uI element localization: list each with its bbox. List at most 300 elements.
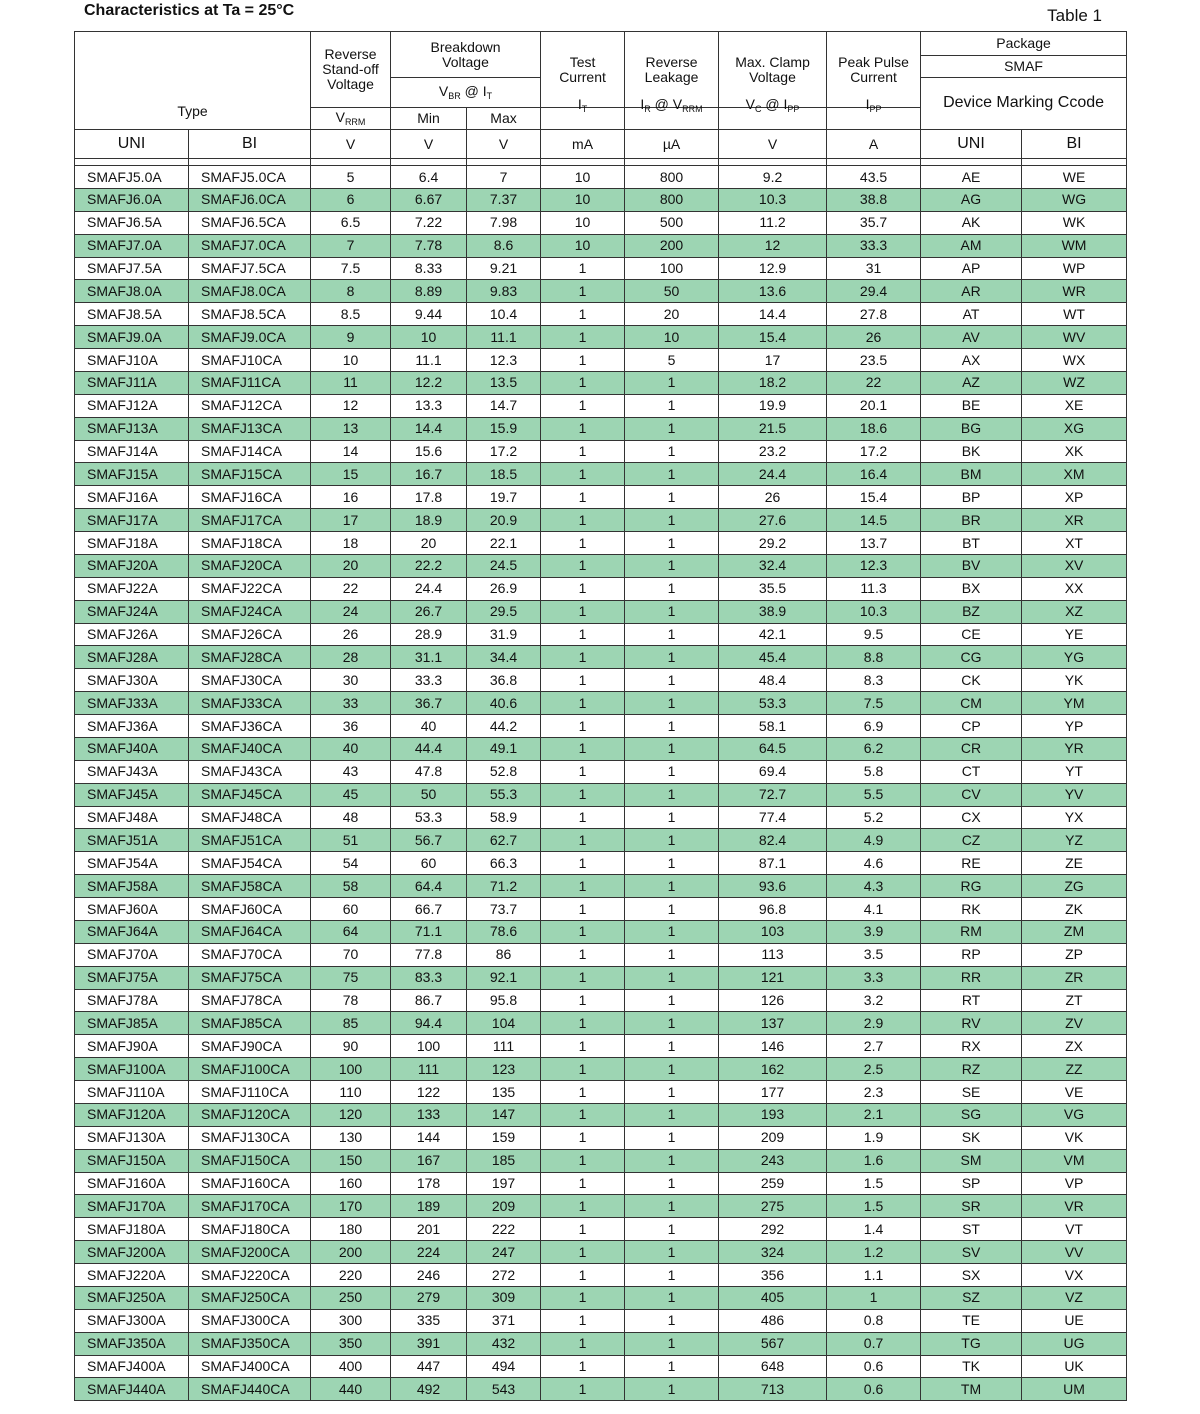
- cell-marking-uni: CP: [921, 715, 1022, 738]
- cell-vbr-max: 543: [467, 1378, 541, 1401]
- cell-type-bi: SMAFJ440CA: [189, 1378, 311, 1401]
- cell-vrrm: 36: [311, 715, 391, 738]
- cell-reverse-leakage: 1: [625, 760, 719, 783]
- cell-vrrm: 24: [311, 600, 391, 623]
- cell-marking-bi: WT: [1022, 303, 1127, 326]
- cell-clamp-voltage: 12.9: [719, 257, 827, 280]
- cell-type-uni: SMAFJ60A: [75, 898, 189, 921]
- cell-marking-bi: XT: [1022, 532, 1127, 555]
- cell-vbr-max: 26.9: [467, 577, 541, 600]
- cell-clamp-voltage: 275: [719, 1195, 827, 1218]
- cell-vrrm: 45: [311, 783, 391, 806]
- table-row: [75, 1332, 1127, 1355]
- cell-type-bi: SMAFJ18CA: [189, 532, 311, 555]
- cell-type-bi: SMAFJ9.0CA: [189, 326, 311, 349]
- cell-vrrm: 28: [311, 646, 391, 669]
- cell-type-uni: SMAFJ17A: [75, 509, 189, 532]
- cell-reverse-leakage: 1: [625, 1332, 719, 1355]
- cell-peak-pulse-current: 2.3: [827, 1081, 921, 1104]
- cell-type-bi: SMAFJ24CA: [189, 600, 311, 623]
- cell-test-current: 1: [541, 966, 625, 989]
- cell-vrrm: 14: [311, 440, 391, 463]
- cell-peak-pulse-current: 31: [827, 257, 921, 280]
- cell-reverse-leakage: 200: [625, 234, 719, 257]
- cell-marking-uni: AR: [921, 280, 1022, 303]
- cell-type-uni: SMAFJ100A: [75, 1058, 189, 1081]
- cell-type-uni: SMAFJ170A: [75, 1195, 189, 1218]
- cell-type-uni: SMAFJ250A: [75, 1286, 189, 1309]
- cell-type-bi: SMAFJ350CA: [189, 1332, 311, 1355]
- cell-type-uni: SMAFJ200A: [75, 1241, 189, 1264]
- cell-peak-pulse-current: 0.7: [827, 1332, 921, 1355]
- table-row: [75, 966, 1127, 989]
- cell-vbr-max: 66.3: [467, 852, 541, 875]
- cell-marking-uni: BR: [921, 509, 1022, 532]
- cell-vrrm: 60: [311, 898, 391, 921]
- cell-marking-uni: CX: [921, 806, 1022, 829]
- cell-vrrm: 220: [311, 1264, 391, 1287]
- table-row: [75, 1241, 1127, 1264]
- cell-clamp-voltage: 17: [719, 349, 827, 372]
- cell-vbr-max: 17.2: [467, 440, 541, 463]
- cell-vbr-min: 492: [391, 1378, 467, 1401]
- cell-type-bi: SMAFJ7.5CA: [189, 257, 311, 280]
- cell-type-bi: SMAFJ150CA: [189, 1149, 311, 1172]
- table-row: [75, 669, 1127, 692]
- table-row: [75, 783, 1127, 806]
- cell-vbr-min: 178: [391, 1172, 467, 1195]
- cell-reverse-leakage: 1: [625, 1126, 719, 1149]
- cell-type-bi: SMAFJ8.5CA: [189, 303, 311, 326]
- unit-vrrm: V: [311, 130, 391, 159]
- cell-reverse-leakage: 1: [625, 852, 719, 875]
- cell-reverse-leakage: 1: [625, 623, 719, 646]
- cell-marking-uni: CV: [921, 783, 1022, 806]
- cell-test-current: 10: [541, 188, 625, 211]
- cell-vbr-max: 7: [467, 166, 541, 189]
- cell-vbr-max: 19.7: [467, 486, 541, 509]
- cell-vbr-max: 209: [467, 1195, 541, 1218]
- cell-test-current: 1: [541, 692, 625, 715]
- cell-marking-bi: ZM: [1022, 920, 1127, 943]
- cell-vbr-min: 133: [391, 1103, 467, 1126]
- cell-marking-uni: CT: [921, 760, 1022, 783]
- cell-type-bi: SMAFJ26CA: [189, 623, 311, 646]
- table-row: [75, 875, 1127, 898]
- cell-clamp-voltage: 32.4: [719, 554, 827, 577]
- cell-test-current: 1: [541, 669, 625, 692]
- cell-peak-pulse-current: 4.9: [827, 829, 921, 852]
- cell-clamp-voltage: 486: [719, 1309, 827, 1332]
- cell-type-bi: SMAFJ8.0CA: [189, 280, 311, 303]
- cell-vbr-max: 11.1: [467, 326, 541, 349]
- cell-marking-bi: ZG: [1022, 875, 1127, 898]
- cell-marking-uni: BG: [921, 417, 1022, 440]
- cell-type-bi: SMAFJ85CA: [189, 1012, 311, 1035]
- cell-marking-bi: ZK: [1022, 898, 1127, 921]
- cell-marking-bi: WZ: [1022, 371, 1127, 394]
- cell-vrrm: 18: [311, 532, 391, 555]
- cell-peak-pulse-current: 4.3: [827, 875, 921, 898]
- cell-type-uni: SMAFJ220A: [75, 1264, 189, 1287]
- cell-marking-uni: CM: [921, 692, 1022, 715]
- cell-vrrm: 11: [311, 371, 391, 394]
- cell-test-current: 1: [541, 989, 625, 1012]
- cell-reverse-leakage: 50: [625, 280, 719, 303]
- cell-test-current: 1: [541, 760, 625, 783]
- cell-clamp-voltage: 11.2: [719, 211, 827, 234]
- cell-type-uni: SMAFJ150A: [75, 1149, 189, 1172]
- cell-type-uni: SMAFJ6.5A: [75, 211, 189, 234]
- cell-type-uni: SMAFJ45A: [75, 783, 189, 806]
- cell-vrrm: 300: [311, 1309, 391, 1332]
- cell-marking-bi: XZ: [1022, 600, 1127, 623]
- cell-peak-pulse-current: 5.2: [827, 806, 921, 829]
- cell-marking-uni: BK: [921, 440, 1022, 463]
- cell-marking-bi: XP: [1022, 486, 1127, 509]
- cell-reverse-leakage: 1: [625, 1378, 719, 1401]
- cell-test-current: 1: [541, 898, 625, 921]
- cell-marking-bi: YZ: [1022, 829, 1127, 852]
- cell-type-bi: SMAFJ400CA: [189, 1355, 311, 1378]
- cell-peak-pulse-current: 15.4: [827, 486, 921, 509]
- cell-test-current: 1: [541, 1309, 625, 1332]
- cell-vbr-max: 24.5: [467, 554, 541, 577]
- cell-vbr-min: 335: [391, 1309, 467, 1332]
- cell-marking-uni: RV: [921, 1012, 1022, 1035]
- cell-type-bi: SMAFJ160CA: [189, 1172, 311, 1195]
- test-current-header: Test Current: [541, 32, 625, 108]
- cell-clamp-voltage: 38.9: [719, 600, 827, 623]
- page-title: Characteristics at Ta = 25°C: [84, 2, 295, 19]
- unit-max: V: [467, 130, 541, 159]
- cell-type-uni: SMAFJ10A: [75, 349, 189, 372]
- cell-test-current: 1: [541, 1218, 625, 1241]
- cell-marking-bi: VK: [1022, 1126, 1127, 1149]
- cell-marking-bi: VX: [1022, 1264, 1127, 1287]
- cell-marking-bi: ZT: [1022, 989, 1127, 1012]
- cell-reverse-leakage: 1: [625, 1218, 719, 1241]
- cell-reverse-leakage: 1: [625, 1012, 719, 1035]
- table-row: [75, 898, 1127, 921]
- cell-vrrm: 440: [311, 1378, 391, 1401]
- cell-marking-uni: TK: [921, 1355, 1022, 1378]
- cell-peak-pulse-current: 8.8: [827, 646, 921, 669]
- cell-reverse-leakage: 500: [625, 211, 719, 234]
- cell-test-current: 1: [541, 943, 625, 966]
- cell-clamp-voltage: 27.6: [719, 509, 827, 532]
- cell-clamp-voltage: 14.4: [719, 303, 827, 326]
- cell-peak-pulse-current: 1.9: [827, 1126, 921, 1149]
- cell-reverse-leakage: 1: [625, 1058, 719, 1081]
- cell-vbr-max: 247: [467, 1241, 541, 1264]
- cell-marking-bi: ZV: [1022, 1012, 1127, 1035]
- cell-peak-pulse-current: 7.5: [827, 692, 921, 715]
- cell-marking-bi: UG: [1022, 1332, 1127, 1355]
- cell-vbr-max: 40.6: [467, 692, 541, 715]
- cell-marking-uni: TM: [921, 1378, 1022, 1401]
- cell-vbr-min: 111: [391, 1058, 467, 1081]
- cell-vbr-max: 371: [467, 1309, 541, 1332]
- cell-reverse-leakage: 1: [625, 875, 719, 898]
- cell-marking-uni: AX: [921, 349, 1022, 372]
- cell-type-bi: SMAFJ7.0CA: [189, 234, 311, 257]
- cell-type-uni: SMAFJ120A: [75, 1103, 189, 1126]
- cell-type-bi: SMAFJ110CA: [189, 1081, 311, 1104]
- cell-type-bi: SMAFJ75CA: [189, 966, 311, 989]
- cell-marking-uni: CZ: [921, 829, 1022, 852]
- cell-marking-bi: VT: [1022, 1218, 1127, 1241]
- cell-type-uni: SMAFJ9.0A: [75, 326, 189, 349]
- table-row: [75, 234, 1127, 257]
- cell-marking-bi: ZX: [1022, 1035, 1127, 1058]
- table-row: [75, 257, 1127, 280]
- cell-marking-uni: CK: [921, 669, 1022, 692]
- cell-vbr-max: 86: [467, 943, 541, 966]
- cell-reverse-leakage: 1: [625, 1103, 719, 1126]
- cell-clamp-voltage: 405: [719, 1286, 827, 1309]
- cell-reverse-leakage: 1: [625, 966, 719, 989]
- table-row: [75, 1149, 1127, 1172]
- cell-vbr-max: 104: [467, 1012, 541, 1035]
- cell-peak-pulse-current: 0.6: [827, 1378, 921, 1401]
- cell-vbr-max: 9.21: [467, 257, 541, 280]
- cell-clamp-voltage: 18.2: [719, 371, 827, 394]
- cell-marking-bi: YV: [1022, 783, 1127, 806]
- cell-type-bi: SMAFJ13CA: [189, 417, 311, 440]
- cell-type-bi: SMAFJ40CA: [189, 737, 311, 760]
- breakdown-symbol: $V_{BR}$ @ $I_T$: [391, 78, 541, 108]
- cell-reverse-leakage: 1: [625, 1241, 719, 1264]
- cell-type-uni: SMAFJ64A: [75, 920, 189, 943]
- cell-reverse-leakage: 10: [625, 326, 719, 349]
- table-row: [75, 349, 1127, 372]
- cell-clamp-voltage: 209: [719, 1126, 827, 1149]
- cell-marking-uni: TE: [921, 1309, 1022, 1332]
- cell-clamp-voltage: 177: [719, 1081, 827, 1104]
- cell-test-current: 1: [541, 554, 625, 577]
- cell-vrrm: 130: [311, 1126, 391, 1149]
- table-row: [75, 166, 1127, 189]
- table-row: [75, 280, 1127, 303]
- cell-type-bi: SMAFJ33CA: [189, 692, 311, 715]
- cell-test-current: 1: [541, 1286, 625, 1309]
- cell-vbr-min: 86.7: [391, 989, 467, 1012]
- cell-vrrm: 170: [311, 1195, 391, 1218]
- table-row: [75, 1309, 1127, 1332]
- cell-test-current: 1: [541, 852, 625, 875]
- cell-clamp-voltage: 42.1: [719, 623, 827, 646]
- cell-clamp-voltage: 64.5: [719, 737, 827, 760]
- cell-vbr-min: 17.8: [391, 486, 467, 509]
- cell-reverse-leakage: 1: [625, 600, 719, 623]
- cell-vbr-max: 14.7: [467, 394, 541, 417]
- cell-reverse-leakage: 800: [625, 188, 719, 211]
- cell-peak-pulse-current: 35.7: [827, 211, 921, 234]
- cell-reverse-leakage: 1: [625, 737, 719, 760]
- cell-peak-pulse-current: 2.7: [827, 1035, 921, 1058]
- table-row: [75, 829, 1127, 852]
- cell-vrrm: 5: [311, 166, 391, 189]
- cell-vbr-max: 73.7: [467, 898, 541, 921]
- cell-clamp-voltage: 113: [719, 943, 827, 966]
- cell-clamp-voltage: 69.4: [719, 760, 827, 783]
- breakdown-header: Breakdown Voltage: [391, 32, 541, 78]
- cell-clamp-voltage: 243: [719, 1149, 827, 1172]
- cell-clamp-voltage: 146: [719, 1035, 827, 1058]
- cell-vrrm: 33: [311, 692, 391, 715]
- cell-vbr-max: 111: [467, 1035, 541, 1058]
- cell-marking-uni: AZ: [921, 371, 1022, 394]
- cell-type-uni: SMAFJ160A: [75, 1172, 189, 1195]
- cell-peak-pulse-current: 1.6: [827, 1149, 921, 1172]
- cell-marking-uni: BX: [921, 577, 1022, 600]
- cell-peak-pulse-current: 20.1: [827, 394, 921, 417]
- cell-vbr-max: 34.4: [467, 646, 541, 669]
- table-row: [75, 600, 1127, 623]
- cell-vbr-max: 31.9: [467, 623, 541, 646]
- cell-reverse-leakage: 1: [625, 920, 719, 943]
- units-row: [75, 130, 1127, 159]
- cell-clamp-voltage: 72.7: [719, 783, 827, 806]
- type-header: Type: [75, 32, 311, 130]
- cell-vbr-min: 40: [391, 715, 467, 738]
- cell-marking-bi: VG: [1022, 1103, 1127, 1126]
- cell-type-bi: SMAFJ6.5CA: [189, 211, 311, 234]
- cell-marking-uni: CR: [921, 737, 1022, 760]
- cell-test-current: 1: [541, 623, 625, 646]
- cell-test-current: 1: [541, 1035, 625, 1058]
- cell-clamp-voltage: 10.3: [719, 188, 827, 211]
- cell-clamp-voltage: 48.4: [719, 669, 827, 692]
- cell-type-bi: SMAFJ78CA: [189, 989, 311, 1012]
- cell-clamp-voltage: 9.2: [719, 166, 827, 189]
- cell-peak-pulse-current: 26: [827, 326, 921, 349]
- cell-peak-pulse-current: 4.1: [827, 898, 921, 921]
- cell-marking-bi: UE: [1022, 1309, 1127, 1332]
- cell-vbr-max: 95.8: [467, 989, 541, 1012]
- vrrm-symbol: $V_{RRM}$: [311, 108, 391, 130]
- table-row: [75, 554, 1127, 577]
- cell-vrrm: 70: [311, 943, 391, 966]
- cell-clamp-voltage: 87.1: [719, 852, 827, 875]
- cell-type-uni: SMAFJ130A: [75, 1126, 189, 1149]
- cell-marking-bi: ZR: [1022, 966, 1127, 989]
- cell-vbr-min: 13.3: [391, 394, 467, 417]
- table-label: Table 1: [1047, 6, 1102, 25]
- cell-vbr-min: 144: [391, 1126, 467, 1149]
- cell-reverse-leakage: 1: [625, 1309, 719, 1332]
- cell-vbr-max: 15.9: [467, 417, 541, 440]
- cell-type-bi: SMAFJ11CA: [189, 371, 311, 394]
- cell-vbr-min: 167: [391, 1149, 467, 1172]
- cell-type-bi: SMAFJ220CA: [189, 1264, 311, 1287]
- cell-clamp-voltage: 292: [719, 1218, 827, 1241]
- cell-vbr-max: 58.9: [467, 806, 541, 829]
- cell-marking-bi: UM: [1022, 1378, 1127, 1401]
- cell-marking-bi: VP: [1022, 1172, 1127, 1195]
- cell-vbr-min: 6.4: [391, 166, 467, 189]
- table-row: [75, 943, 1127, 966]
- cell-test-current: 1: [541, 1378, 625, 1401]
- cell-vbr-max: 8.6: [467, 234, 541, 257]
- cell-marking-uni: AP: [921, 257, 1022, 280]
- cell-type-bi: SMAFJ250CA: [189, 1286, 311, 1309]
- cell-type-uni: SMAFJ180A: [75, 1218, 189, 1241]
- cell-vrrm: 16: [311, 486, 391, 509]
- cell-clamp-voltage: 26: [719, 486, 827, 509]
- cell-type-bi: SMAFJ180CA: [189, 1218, 311, 1241]
- cell-marking-uni: AE: [921, 166, 1022, 189]
- cell-marking-uni: RE: [921, 852, 1022, 875]
- cell-clamp-voltage: 713: [719, 1378, 827, 1401]
- cell-vrrm: 200: [311, 1241, 391, 1264]
- cell-vrrm: 250: [311, 1286, 391, 1309]
- cell-peak-pulse-current: 2.1: [827, 1103, 921, 1126]
- cell-marking-uni: BE: [921, 394, 1022, 417]
- cell-vbr-min: 64.4: [391, 875, 467, 898]
- cell-marking-bi: XE: [1022, 394, 1127, 417]
- cell-test-current: 1: [541, 280, 625, 303]
- cell-vrrm: 26: [311, 623, 391, 646]
- package-header: Package: [921, 32, 1127, 56]
- cell-marking-bi: VM: [1022, 1149, 1127, 1172]
- cell-marking-bi: YE: [1022, 623, 1127, 646]
- cell-vrrm: 400: [311, 1355, 391, 1378]
- cell-vbr-min: 83.3: [391, 966, 467, 989]
- cell-peak-pulse-current: 0.8: [827, 1309, 921, 1332]
- cell-test-current: 1: [541, 1012, 625, 1035]
- cell-marking-uni: SX: [921, 1264, 1022, 1287]
- cell-type-uni: SMAFJ36A: [75, 715, 189, 738]
- cell-test-current: 1: [541, 1241, 625, 1264]
- cell-type-uni: SMAFJ48A: [75, 806, 189, 829]
- cell-marking-uni: TG: [921, 1332, 1022, 1355]
- cell-reverse-leakage: 1: [625, 394, 719, 417]
- cell-vbr-min: 391: [391, 1332, 467, 1355]
- cell-type-bi: SMAFJ70CA: [189, 943, 311, 966]
- cell-vbr-min: 9.44: [391, 303, 467, 326]
- cell-reverse-leakage: 1: [625, 1355, 719, 1378]
- table-row: [75, 760, 1127, 783]
- cell-peak-pulse-current: 2.5: [827, 1058, 921, 1081]
- cell-vbr-min: 447: [391, 1355, 467, 1378]
- cell-marking-bi: WG: [1022, 188, 1127, 211]
- cell-marking-bi: VV: [1022, 1241, 1127, 1264]
- cell-type-uni: SMAFJ6.0A: [75, 188, 189, 211]
- cell-test-current: 1: [541, 1355, 625, 1378]
- cell-reverse-leakage: 1: [625, 783, 719, 806]
- cell-vbr-min: 11.1: [391, 349, 467, 372]
- cell-type-bi: SMAFJ10CA: [189, 349, 311, 372]
- cell-vrrm: 64: [311, 920, 391, 943]
- cell-type-uni: SMAFJ54A: [75, 852, 189, 875]
- cell-clamp-voltage: 23.2: [719, 440, 827, 463]
- cell-vbr-max: 44.2: [467, 715, 541, 738]
- cell-vbr-min: 66.7: [391, 898, 467, 921]
- cell-vbr-min: 53.3: [391, 806, 467, 829]
- cell-type-bi: SMAFJ48CA: [189, 806, 311, 829]
- cell-marking-bi: VZ: [1022, 1286, 1127, 1309]
- cell-type-uni: SMAFJ400A: [75, 1355, 189, 1378]
- cell-marking-uni: BT: [921, 532, 1022, 555]
- cell-reverse-leakage: 1: [625, 554, 719, 577]
- cell-type-uni: SMAFJ7.5A: [75, 257, 189, 280]
- table-row: [75, 1035, 1127, 1058]
- cell-vbr-min: 224: [391, 1241, 467, 1264]
- cell-reverse-leakage: 1: [625, 417, 719, 440]
- cell-vbr-max: 494: [467, 1355, 541, 1378]
